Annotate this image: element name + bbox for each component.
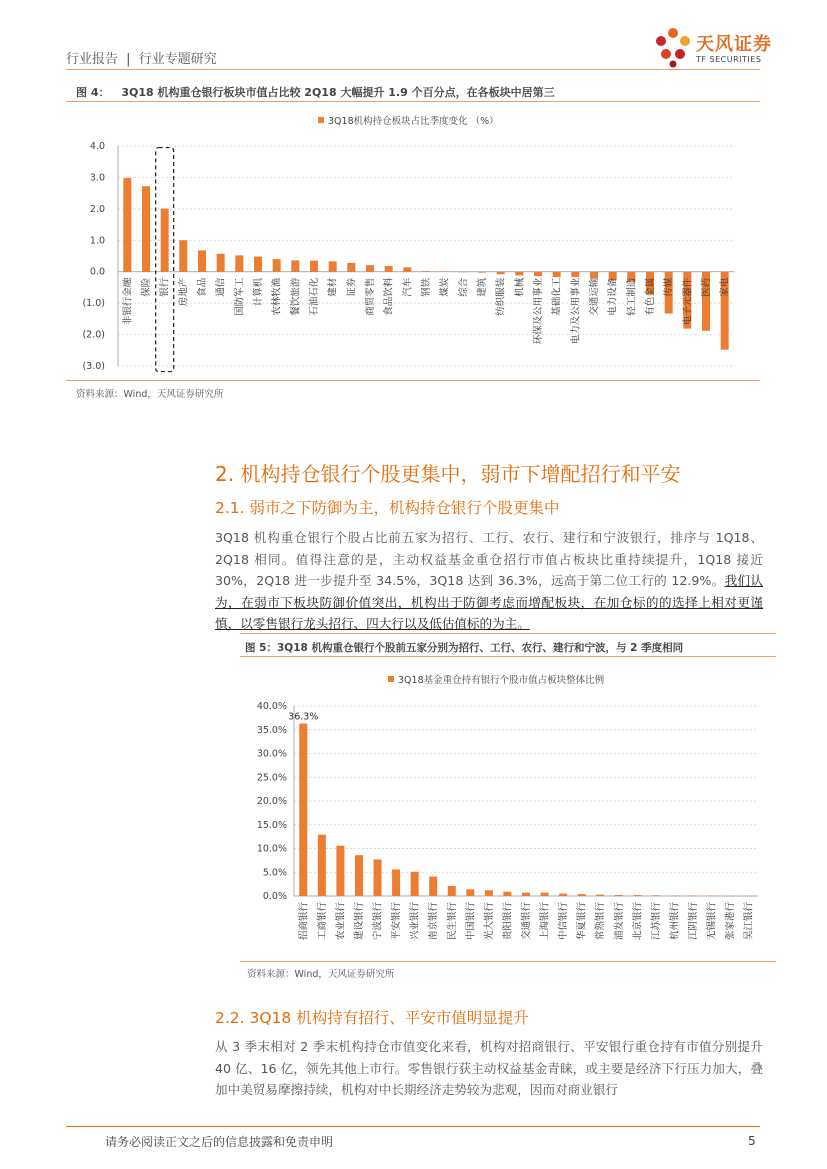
bar <box>198 250 206 271</box>
legend-swatch <box>388 676 394 682</box>
section2-1-paragraph-emphasis: 我们认为，在弱市下板块防御价值突出，机构出于防御考虑而增配板块，在加仓标的的选择上相对更谨慎，以零售银行龙头招行、四大行以及低估值标的为主。 <box>215 573 764 631</box>
bar <box>478 272 486 273</box>
y-tick-label: 10.0% <box>256 843 287 855</box>
bar <box>318 835 326 896</box>
x-tick-label: 机械 <box>514 277 526 297</box>
x-tick-label: 农林牧渔 <box>271 277 283 316</box>
x-tick-label: 建设银行 <box>353 902 365 941</box>
x-tick-label: 商贸零售 <box>365 277 376 316</box>
x-tick-label: 杭州银行 <box>669 902 681 941</box>
x-tick-label: 环保及公用事业 <box>533 277 544 345</box>
bar <box>615 895 623 896</box>
x-tick-label: 医药 <box>701 277 712 297</box>
bar <box>466 889 474 896</box>
bar <box>336 846 344 896</box>
y-tick-label: 40.0% <box>256 701 287 712</box>
x-tick-label: 交通运输 <box>589 277 600 316</box>
x-tick-label: 招商银行 <box>298 902 310 941</box>
y-tick-label: 25.0% <box>256 772 287 784</box>
bar <box>503 892 511 896</box>
bar <box>254 257 262 272</box>
x-tick-label: 保险 <box>141 277 152 297</box>
section2-1-title: 2.1. 弱市之下防御为主，机构持仓银行个股更集中 <box>215 499 560 517</box>
x-tick-label: 无锡银行 <box>706 902 718 941</box>
x-tick-label: 钢铁 <box>421 277 432 297</box>
x-tick-label: 江阴银行 <box>688 902 700 941</box>
bar <box>670 896 678 897</box>
bar <box>329 261 337 271</box>
bar <box>553 272 561 277</box>
x-tick-label: 餐饮旅游 <box>290 277 302 316</box>
y-tick-label: 35.0% <box>256 724 287 736</box>
footer-disclaimer: 请务必阅读正文之后的信息披露和免责申明 <box>105 1135 334 1149</box>
x-tick-label: 银行 <box>159 277 171 297</box>
legend-label: 3Q18基金重仓持有银行个股市值占板块整体比例 <box>398 675 605 686</box>
x-tick-label: 通信 <box>215 277 227 297</box>
x-tick-label: 常熟银行 <box>595 902 607 941</box>
bar <box>385 266 393 272</box>
figure4-caption-label: 图 4： <box>76 86 110 99</box>
x-tick-label: 家电 <box>719 277 731 297</box>
x-tick-label: 煤炭 <box>439 277 451 297</box>
bar <box>497 272 505 275</box>
report-subtype: 行业专题研究 <box>138 52 217 67</box>
footer-divider <box>66 1126 760 1127</box>
x-tick-label: 电子元器件 <box>682 277 694 326</box>
figure4-chart <box>66 104 760 380</box>
figure5-bottom-rule <box>240 961 776 962</box>
figure4-source: 资料来源：Wind，天风证券研究所 <box>76 389 224 400</box>
bar <box>392 869 400 896</box>
x-tick-label: 计算机 <box>253 277 264 307</box>
legend-swatch <box>318 117 324 123</box>
bar <box>559 894 567 896</box>
bar <box>422 271 430 272</box>
section2-2-paragraph: 从 3 季末相对 2 季末机构持仓市值变化来看，机构对招商银行、平安银行重仓持有市值分别提升 40 亿、16 亿，领先其他上市行。零售银行获主动权益基金青睐，或主要是经济下行压力加大，叠加中美贸易摩擦持续，机构对中长期经济走势较为悲观，因而对商业银行 <box>215 1039 763 1097</box>
x-tick-label: 非银行金融 <box>122 277 134 326</box>
figure4-caption-text: 3Q18 机构重仓银行板块市值占比较 2Q18 大幅提升 1.9 个百分点，在各板块中居第三 <box>121 86 555 99</box>
figure5-caption <box>245 640 683 655</box>
bar <box>235 255 243 271</box>
figure5-caption-label: 图 5： <box>245 642 277 654</box>
x-tick-label: 有色金属 <box>645 277 656 316</box>
data-label: 36.3% <box>288 711 319 723</box>
x-tick-label: 轻工制造 <box>626 277 638 316</box>
bar <box>515 272 523 276</box>
bar <box>366 265 374 272</box>
bar <box>217 254 225 272</box>
x-tick-label: 南京银行 <box>428 902 440 941</box>
x-tick-label: 房地产 <box>178 277 190 307</box>
y-tick-label: 20.0% <box>256 796 287 807</box>
x-tick-label: 食品饮料 <box>383 277 395 316</box>
section2-1-paragraph <box>215 527 763 635</box>
x-tick-label: 华夏银行 <box>576 902 588 941</box>
bar <box>590 272 598 279</box>
y-tick-label: 30.0% <box>256 748 287 760</box>
x-tick-label: 民生银行 <box>446 902 458 941</box>
y-tick-label: 5.0% <box>262 867 287 879</box>
bar <box>541 893 549 896</box>
x-tick-label: 建筑 <box>477 277 488 297</box>
bar <box>142 186 150 271</box>
x-tick-label: 中信银行 <box>558 902 570 941</box>
figure5-top-divider <box>240 633 776 634</box>
bar <box>161 209 169 272</box>
figure5-caption-text: 3Q18 机构重仓银行个股前五家分别为招行、工行、农行、建行和宁波，与 2 季度相同 <box>276 642 684 654</box>
x-tick-label: 汽车 <box>402 277 414 297</box>
x-tick-label: 北京银行 <box>632 902 644 941</box>
x-tick-label: 综合 <box>458 277 470 297</box>
x-tick-label: 工商银行 <box>316 902 328 941</box>
figure4-bottom-rule <box>66 380 760 381</box>
bar <box>633 895 641 896</box>
section2-1-paragraph-text: 3Q18 机构重仓银行个股占比前五家为招行、工行、农行、建行和宁波银行，排序与 1Q18、2Q18 相同。值得注意的是，主动权益基金重仓招行市值占板块比重持续提升，1Q18 接近 30%，2Q18 进一步提升至 34.5%，3Q18 达到 36.3%，远高于第二位工行的 12.9%。 <box>215 530 763 588</box>
logo-text-cn: 天风证券 <box>696 34 772 55</box>
x-tick-label: 石油石化 <box>309 277 320 316</box>
x-tick-label: 食品 <box>197 277 208 297</box>
bar <box>411 872 419 896</box>
section2-2-title: 2.2. 3Q18 机构持有招行、平安市值明显提升 <box>215 1009 529 1027</box>
x-tick-label: 国防军工 <box>234 277 246 316</box>
bar <box>441 271 449 272</box>
bar <box>689 896 697 897</box>
bar <box>429 877 437 896</box>
figure5-chart <box>240 662 776 958</box>
x-tick-label: 证券 <box>346 277 358 297</box>
x-tick-label: 兴业银行 <box>409 902 421 941</box>
figure5-top-rule <box>240 656 776 657</box>
bar <box>123 178 131 272</box>
bar <box>448 886 456 896</box>
x-tick-label: 吴江银行 <box>743 902 755 941</box>
x-tick-label: 贵阳银行 <box>502 902 514 941</box>
bar <box>652 895 660 896</box>
x-tick-label: 农业银行 <box>335 902 347 941</box>
report-header <box>66 48 217 67</box>
bar <box>273 259 281 272</box>
header-separator: | <box>126 52 131 67</box>
y-tick-label: 0.0% <box>262 891 287 902</box>
x-tick-label: 张家港行 <box>725 902 737 941</box>
x-tick-label: 传媒 <box>663 277 675 297</box>
y-tick-label: (3.0) <box>82 361 105 372</box>
bar <box>534 272 542 276</box>
bar <box>708 896 716 897</box>
tf-logo-icon <box>652 24 694 68</box>
bar <box>299 724 307 896</box>
figure5-source: 资料来源：Wind，天风证券研究所 <box>247 969 395 980</box>
x-tick-label: 电力及公用事业 <box>570 277 582 345</box>
x-tick-label: 基础化工 <box>551 277 563 316</box>
x-tick-label: 浦发银行 <box>613 902 625 941</box>
y-tick-label: (2.0) <box>82 329 105 341</box>
figure4-top-rule <box>66 101 760 102</box>
bar <box>571 272 579 277</box>
y-tick-label: (1.0) <box>82 298 105 310</box>
header-divider <box>66 69 760 70</box>
x-tick-label: 中国银行 <box>465 902 477 941</box>
report-type: 行业报告 <box>66 52 119 67</box>
y-tick-label: 0.0 <box>89 266 105 278</box>
figure4-caption <box>76 84 555 100</box>
x-tick-label: 交通银行 <box>521 902 532 941</box>
y-tick-label: 4.0 <box>89 141 105 152</box>
x-tick-label: 上海银行 <box>539 902 551 941</box>
x-tick-label: 江苏银行 <box>650 902 662 941</box>
section2-title: 2. 机构持仓银行个股更集中，弱市下增配招行和平安 <box>215 462 681 486</box>
y-tick-label: 3.0 <box>89 172 105 184</box>
bar <box>310 261 318 272</box>
x-tick-label: 平安银行 <box>391 902 403 941</box>
bar <box>459 272 467 273</box>
x-tick-label: 建材 <box>327 277 339 297</box>
x-tick-label: 宁波银行 <box>372 902 384 941</box>
legend-label: 3Q18机构持仓板块占比季度变化 （%） <box>328 116 499 127</box>
bar <box>485 890 493 896</box>
x-tick-label: 纺织服装 <box>495 277 507 316</box>
bar <box>179 240 187 271</box>
x-tick-label: 光大银行 <box>483 902 495 941</box>
bar <box>291 260 299 271</box>
y-tick-label: 1.0 <box>89 235 105 247</box>
bar <box>726 896 734 897</box>
x-tick-label: 电力设备 <box>607 277 619 316</box>
bar <box>578 894 586 896</box>
bar <box>374 859 382 896</box>
bar <box>522 893 530 896</box>
bar <box>347 263 355 272</box>
bar <box>596 895 604 896</box>
bar <box>745 896 753 897</box>
y-tick-label: 15.0% <box>256 819 287 831</box>
logo-text-en: TF SECURITIES <box>696 55 762 64</box>
bar <box>355 855 363 896</box>
page-number: 5 <box>748 1134 756 1148</box>
bar <box>403 267 411 271</box>
y-tick-label: 2.0 <box>89 203 105 215</box>
